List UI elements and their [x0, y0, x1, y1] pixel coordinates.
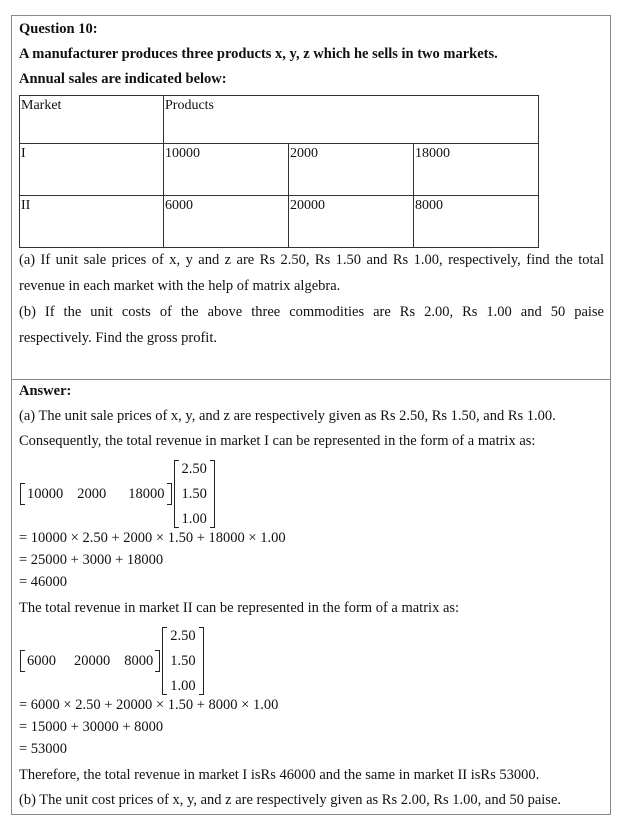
- m1-rv-1: 2000: [77, 486, 107, 502]
- m1-cv-1: 1.50: [181, 486, 207, 502]
- m1-rv-0: 10000: [27, 486, 64, 502]
- row1-y: 2000: [289, 144, 414, 196]
- row1-x: 10000: [164, 144, 289, 196]
- section-divider: [12, 379, 610, 380]
- m2-cv-0: 2.50: [170, 628, 196, 644]
- market1-row-vector: [20, 483, 172, 505]
- answer-conclusion: Therefore, the total revenue in market I isRs 46000 and the same in market II isRs 53000.: [19, 767, 540, 783]
- part-a-line1: (a) If unit sale prices of x, y and z are Rs 2.50, Rs 1.50 and Rs 1.00, respectively, find the total: [19, 252, 604, 268]
- table-header-row: [20, 96, 539, 144]
- bracket-right: [210, 460, 215, 528]
- m2-cv-2: 1.00: [170, 678, 196, 694]
- market2-col-vector: [162, 627, 203, 695]
- answer-line2: Consequently, the total revenue in market I can be represented in the form of a matrix as:: [19, 433, 536, 449]
- row2-market: II: [20, 196, 164, 248]
- answer-title: Answer:: [19, 383, 72, 399]
- part-b-line2: respectively. Find the gross profit.: [19, 330, 217, 346]
- market2-step1: = 6000 × 2.50 + 20000 × 1.50 + 8000 × 1.00: [19, 697, 279, 713]
- row1-z: 18000: [414, 144, 539, 196]
- bracket-right: [199, 627, 204, 695]
- header-market: Market: [20, 96, 164, 144]
- part-b-line1: (b) If the unit costs of the above three commodities are Rs 2.00, Rs 1.00 and 50 paise: [19, 304, 604, 320]
- market1-step1: = 10000 × 2.50 + 2000 × 1.50 + 18000 × 1.00: [19, 530, 286, 546]
- market2-step2: = 15000 + 30000 + 8000: [19, 719, 164, 735]
- market2-step3: = 53000: [19, 741, 68, 757]
- bracket-right: [167, 483, 172, 505]
- market1-col-vector: [174, 460, 215, 528]
- question-answer-box: [11, 15, 611, 815]
- m1-cv-2: 1.00: [181, 511, 207, 527]
- row1-market: I: [20, 144, 164, 196]
- market1-step2: = 25000 + 3000 + 18000: [19, 552, 164, 568]
- market2-matrix-product: [20, 627, 204, 695]
- annual-sales-table: [19, 95, 539, 248]
- market1-step3: = 46000: [19, 574, 68, 590]
- m2-rv-0: 6000: [27, 653, 56, 669]
- m2-cv-1: 1.50: [170, 653, 196, 669]
- part-a-line2: revenue in each market with the help of matrix algebra.: [19, 278, 341, 294]
- row2-z: 8000: [414, 196, 539, 248]
- answer-part-b: (b) The unit cost prices of x, y, and z are respectively given as Rs 2.00, Rs 1.00, and 50 paise.: [19, 792, 562, 808]
- answer-line1: (a) The unit sale prices of x, y, and z are respectively given as Rs 2.50, Rs 1.50, and Rs 1.00.: [19, 408, 556, 424]
- table-row: [20, 196, 539, 248]
- row2-x: 6000: [164, 196, 289, 248]
- row2-y: 20000: [289, 196, 414, 248]
- market1-matrix-product: [20, 460, 215, 528]
- table-row: [20, 144, 539, 196]
- question-intro-line1: A manufacturer produces three products x, y, z which he sells in two markets.: [19, 46, 498, 62]
- answer-line3: The total revenue in market II can be represented in the form of a matrix as:: [19, 600, 460, 616]
- bracket-right: [155, 650, 160, 672]
- header-products: Products: [164, 96, 539, 144]
- m2-rv-2: 8000: [124, 653, 154, 669]
- market2-row-vector: [20, 650, 160, 672]
- m2-rv-1: 20000: [74, 653, 111, 669]
- m1-cv-0: 2.50: [181, 461, 207, 477]
- m1-rv-2: 18000: [128, 486, 165, 502]
- question-title: Question 10:: [19, 21, 98, 37]
- question-intro-line2: Annual sales are indicated below:: [19, 71, 227, 87]
